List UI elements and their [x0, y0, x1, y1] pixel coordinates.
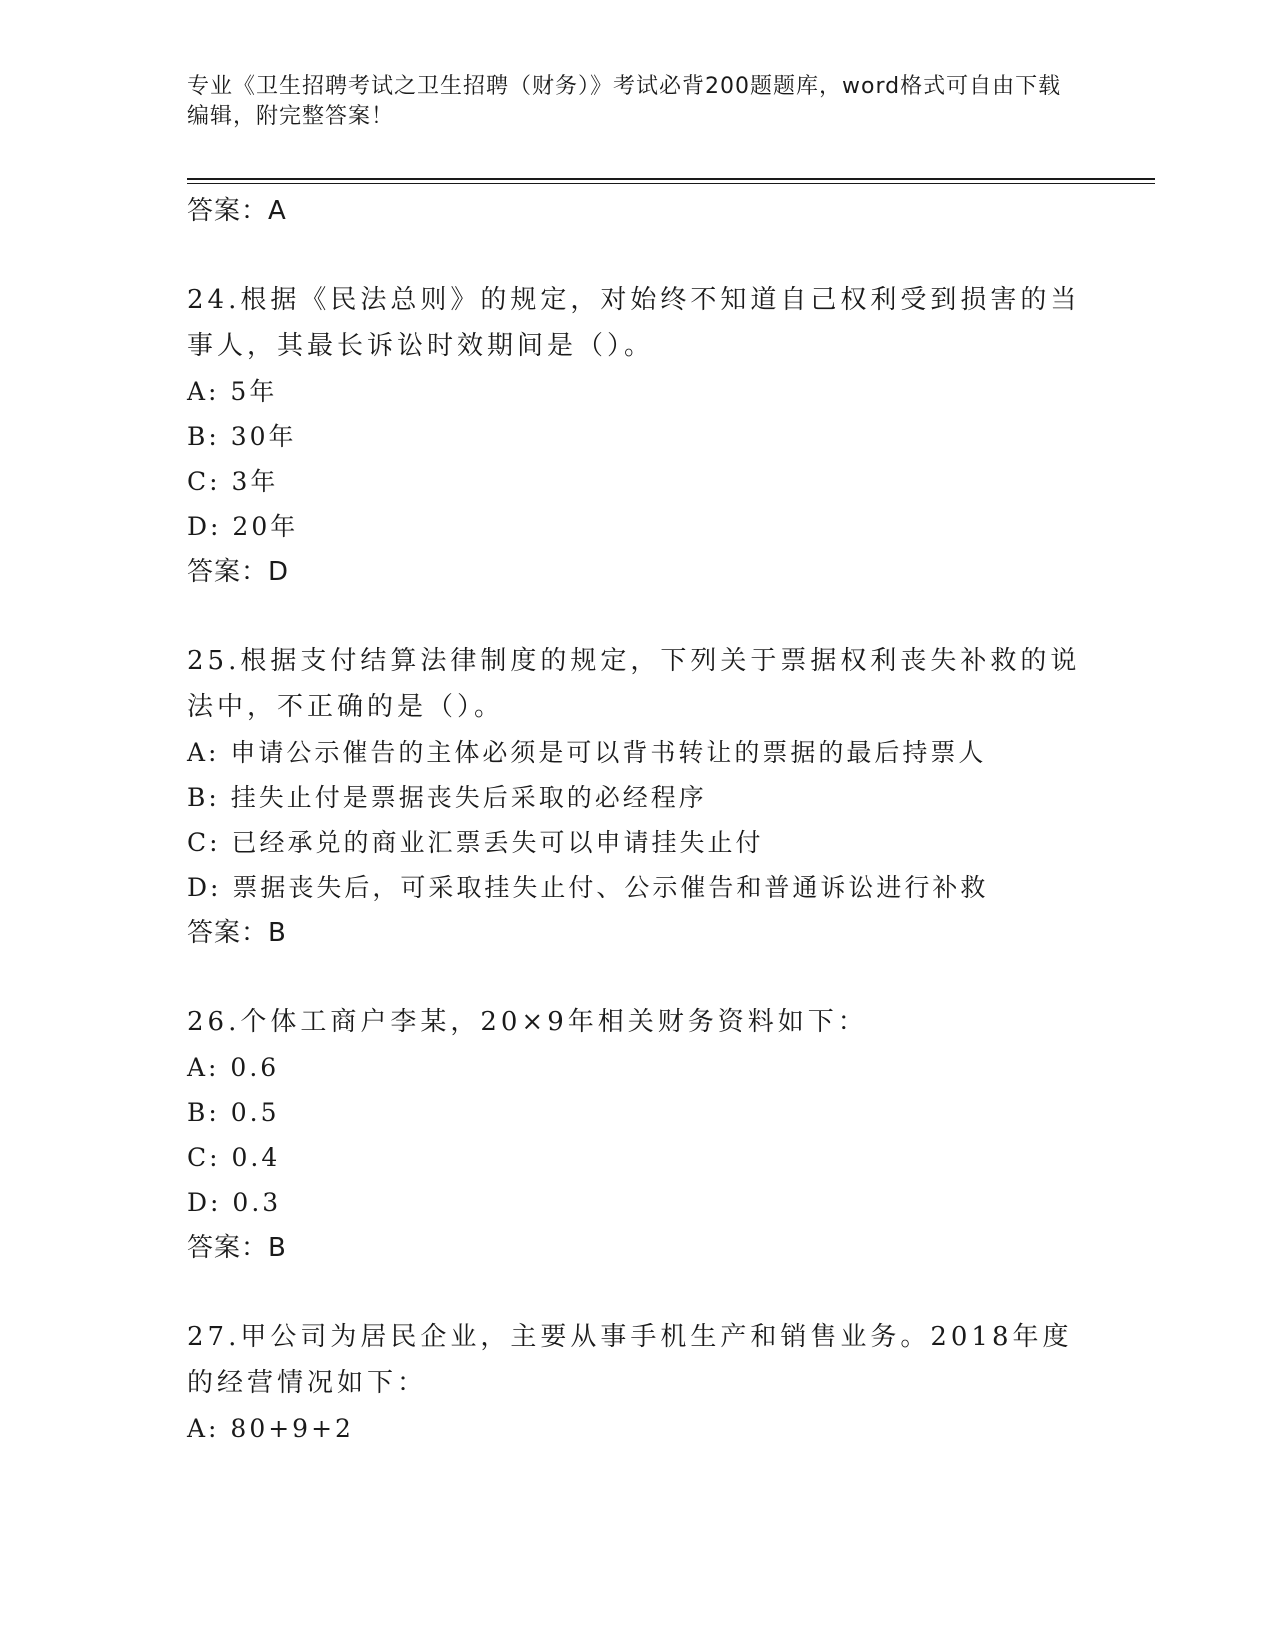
answer-line: 答案：D [187, 557, 290, 587]
option-c: C: 3年 [187, 467, 279, 496]
question-block-27 [187, 1314, 1087, 1451]
question-block-24 [187, 277, 1087, 595]
option-a: A: 80+9+2 [187, 1414, 354, 1443]
option-b: B: 0.5 [187, 1098, 280, 1127]
question-text: 24.根据《民法总则》的规定，对始终不知道自己权利受到损害的当事人，其最长诉讼时效期间是（）。 [187, 285, 1081, 361]
previous-answer: 答案：A [187, 196, 287, 226]
question-text: 25.根据支付结算法律制度的规定，下列关于票据权利丧失补救的说法中，不正确的是（）。 [187, 646, 1081, 722]
option-a: A: 5年 [187, 377, 278, 406]
answer-line: 答案：B [187, 918, 287, 948]
option-b: B: 30年 [187, 422, 297, 451]
option-b: B: 挂失止付是票据丧失后采取的必经程序 [187, 783, 707, 812]
option-d: D: 票据丧失后，可采取挂失止付、公示催告和普通诉讼进行补救 [187, 873, 989, 902]
answer-line: 答案：B [187, 1233, 287, 1263]
option-c: C: 已经承兑的商业汇票丢失可以申请挂失止付 [187, 828, 764, 857]
question-text: 26.个体工商户李某，20×9年相关财务资料如下： [187, 1007, 868, 1037]
question-list [187, 188, 1087, 1451]
option-a: A: 0.6 [187, 1053, 280, 1082]
question-block-26 [187, 999, 1087, 1271]
header-divider-thin [187, 183, 1155, 184]
document-header: 专业《卫生招聘考试之卫生招聘（财务）》考试必背200题题库，word格式可自由下载编辑，附完整答案！ [187, 74, 1062, 129]
option-d: D: 20年 [187, 512, 299, 541]
option-a: A: 申请公示催告的主体必须是可以背书转让的票据的最后持票人 [187, 738, 987, 767]
header-divider-thick [187, 178, 1155, 180]
option-d: D: 0.3 [187, 1188, 282, 1217]
question-block-25 [187, 638, 1087, 956]
option-c: C: 0.4 [187, 1143, 281, 1172]
question-text: 27.甲公司为居民企业，主要从事手机生产和销售业务。2018年度的经营情况如下： [187, 1322, 1073, 1398]
